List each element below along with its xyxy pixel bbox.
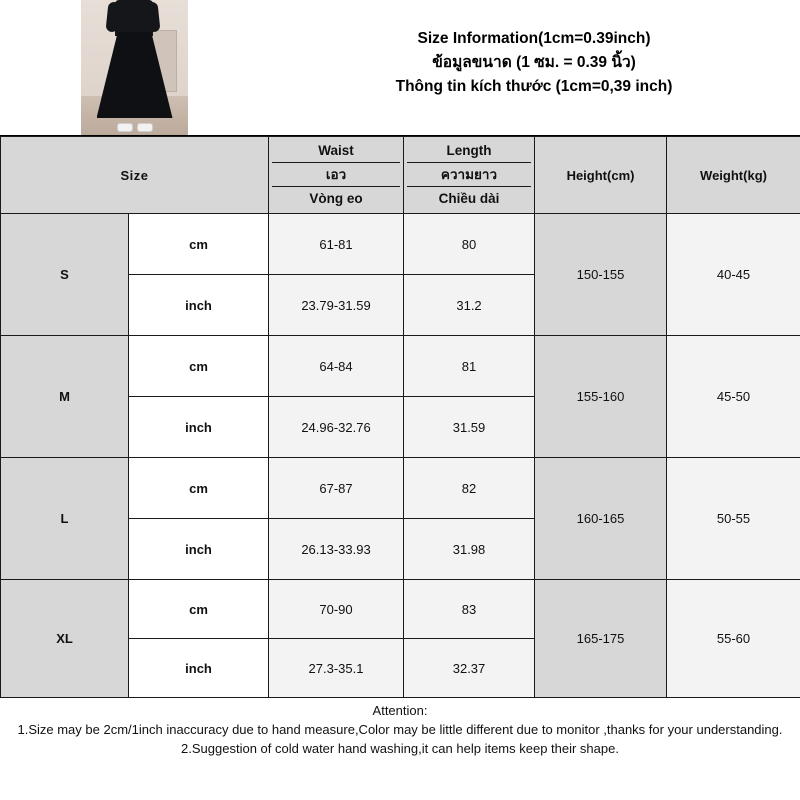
table-header-row xyxy=(1,137,800,214)
header-length-en: Length xyxy=(407,139,531,163)
title-line-en: Size Information(1cm=0.39inch) xyxy=(417,30,651,48)
cell-height-m: 155-160 xyxy=(535,336,667,458)
attention-title: Attention: xyxy=(372,703,428,718)
cell-waist-inch-m: 24.96-32.76 xyxy=(269,397,404,458)
header-waist-th: เอว xyxy=(272,163,400,187)
title-line-th: ข้อมูลขนาด (1 ซม. = 0.39 นิ้ว) xyxy=(432,54,636,72)
cell-length-cm-xl: 83 xyxy=(404,580,535,639)
table-row xyxy=(1,458,800,519)
cell-weight-s: 40-45 xyxy=(667,214,800,336)
product-photo xyxy=(81,0,188,135)
cell-waist-inch-s: 23.79-31.59 xyxy=(269,275,404,336)
cell-length-inch-m: 31.59 xyxy=(404,397,535,458)
cell-height-l: 160-165 xyxy=(535,458,667,580)
cell-unit-cm-l: cm xyxy=(129,458,269,519)
cell-length-inch-s: 31.2 xyxy=(404,275,535,336)
cell-waist-inch-xl: 27.3-35.1 xyxy=(269,639,404,698)
cell-weight-m: 45-50 xyxy=(667,336,800,458)
cell-size-xl: XL xyxy=(1,580,129,698)
cell-unit-inch-xl: inch xyxy=(129,639,269,698)
cell-size-m: M xyxy=(1,336,129,458)
product-photo-container xyxy=(0,0,268,135)
attention-block xyxy=(0,698,800,765)
cell-unit-inch-l: inch xyxy=(129,519,269,580)
cell-unit-inch-s: inch xyxy=(129,275,269,336)
header-waist-en: Waist xyxy=(272,139,400,163)
cell-weight-l: 50-55 xyxy=(667,458,800,580)
header-cell-height: Height(cm) xyxy=(535,137,667,214)
cell-size-l: L xyxy=(1,458,129,580)
table-row xyxy=(1,580,800,639)
photo-model-shoe-right xyxy=(137,123,153,132)
header-cell-size: Size xyxy=(1,137,269,214)
cell-waist-inch-l: 26.13-33.93 xyxy=(269,519,404,580)
table-row xyxy=(1,214,800,275)
cell-height-s: 150-155 xyxy=(535,214,667,336)
cell-waist-cm-m: 64-84 xyxy=(269,336,404,397)
cell-unit-cm-m: cm xyxy=(129,336,269,397)
cell-waist-cm-l: 67-87 xyxy=(269,458,404,519)
cell-height-xl: 165-175 xyxy=(535,580,667,698)
attention-line-1: 1.Size may be 2cm/1inch inaccuracy due to hand measure,Color may be little different due to monitor ,thanks for your understanding. xyxy=(17,721,783,737)
header-waist-vi: Vòng eo xyxy=(309,191,363,206)
photo-model-top xyxy=(115,0,153,36)
header-length-th: ความยาว xyxy=(407,163,531,187)
cell-length-cm-m: 81 xyxy=(404,336,535,397)
header xyxy=(0,0,800,136)
title-block xyxy=(268,0,800,135)
cell-weight-xl: 55-60 xyxy=(667,580,800,698)
cell-unit-cm-s: cm xyxy=(129,214,269,275)
size-table xyxy=(0,136,800,698)
header-cell-length xyxy=(404,137,535,214)
cell-length-cm-s: 80 xyxy=(404,214,535,275)
header-length-vi: Chiều dài xyxy=(438,191,500,206)
title-line-vi: Thông tin kích thước (1cm=0,39 inch) xyxy=(395,77,673,95)
cell-waist-cm-s: 61-81 xyxy=(269,214,404,275)
cell-unit-inch-m: inch xyxy=(129,397,269,458)
header-cell-weight: Weight(kg) xyxy=(667,137,800,214)
cell-length-inch-xl: 32.37 xyxy=(404,639,535,698)
table-row xyxy=(1,336,800,397)
cell-waist-cm-xl: 70-90 xyxy=(269,580,404,639)
photo-model-shoe-left xyxy=(117,123,133,132)
header-cell-waist xyxy=(269,137,404,214)
cell-unit-cm-xl: cm xyxy=(129,580,269,639)
cell-size-s: S xyxy=(1,214,129,336)
cell-length-inch-l: 31.98 xyxy=(404,519,535,580)
attention-line-2: 2.Suggestion of cold water hand washing,it can help items keep their shape. xyxy=(181,740,619,756)
cell-length-cm-l: 82 xyxy=(404,458,535,519)
